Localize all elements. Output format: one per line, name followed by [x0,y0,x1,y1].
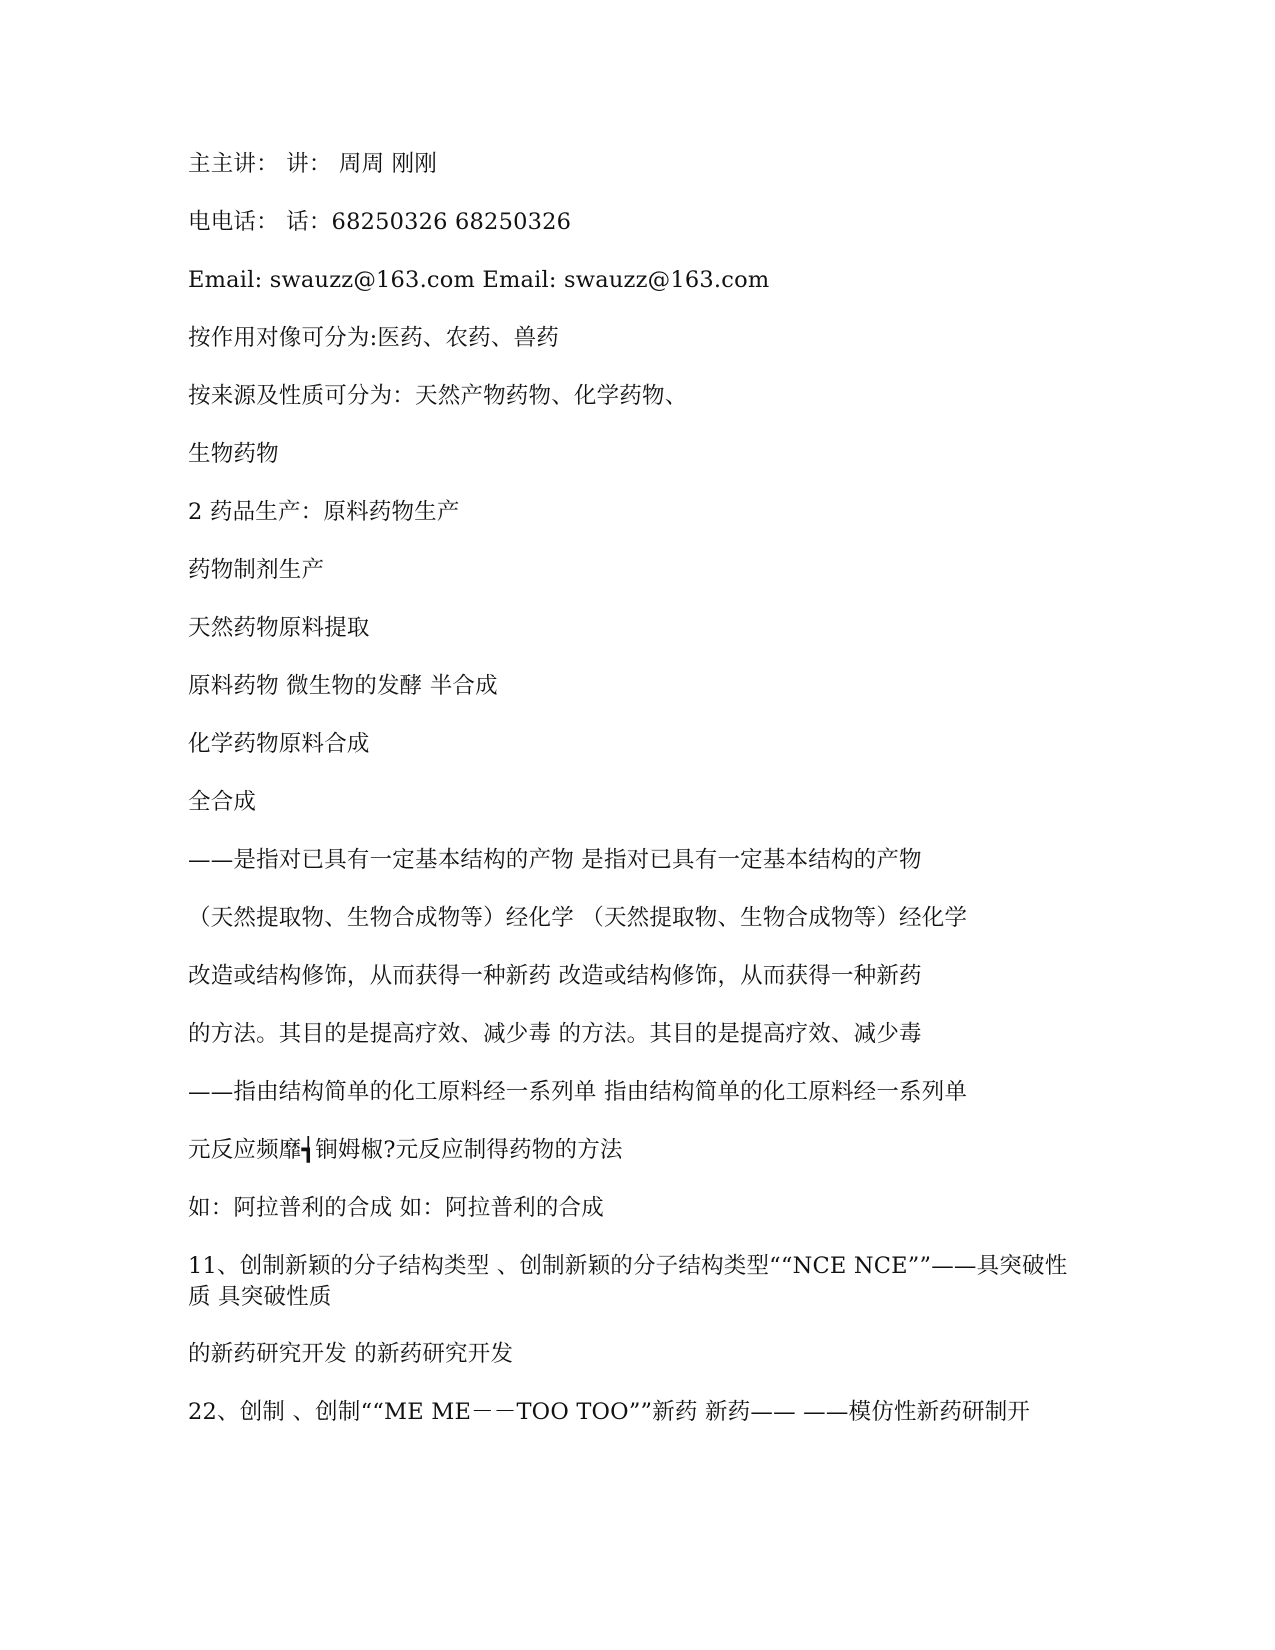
text-line: 药物制剂生产 [188,557,325,583]
text-line-phone: 电电话： 话：68250326 68250326 [188,209,572,235]
text-line: 按作用对像可分为:医药、农药、兽药 [188,325,559,351]
text-line: （天然提取物、生物合成物等）经化学 （天然提取物、生物合成物等）经化学 [188,905,968,931]
text-line-email: Email: swauzz@163.com Email: swauzz@163.com [188,267,770,293]
text-line: 22、创制 、创制““ME ME－－TOO TOO””新药 新药—— ——模仿性新药研制开 [188,1399,1031,1425]
text-line: 如：阿拉普利的合成 如：阿拉普利的合成 [188,1195,604,1221]
text-line: 天然药物原料提取 [188,615,370,641]
text-line: 原料药物 微生物的发酵 半合成 [188,673,498,699]
text-line: 按来源及性质可分为：天然产物药物、化学药物、 [188,383,688,409]
text-line: 的方法。其目的是提高疗效、减少毒 的方法。其目的是提高疗效、减少毒 [188,1021,922,1047]
text-line: ——是指对已具有一定基本结构的产物 是指对已具有一定基本结构的产物 [188,847,922,873]
text-line: 全合成 [188,789,257,815]
text-line: 元反应频靡┪锏姆椒?元反应制得药物的方法 [188,1137,623,1163]
text-line: 生物药物 [188,441,279,467]
text-line: ——指由结构简单的化工原料经一系列单 指由结构简单的化工原料经一系列单 [188,1079,968,1105]
text-line: 的新药研究开发 的新药研究开发 [188,1341,514,1367]
text-line: 改造或结构修饰，从而获得一种新药 改造或结构修饰，从而获得一种新药 [188,963,922,989]
text-line: 化学药物原料合成 [188,731,370,757]
text-line: 2 药品生产：原料药物生产 [188,499,460,525]
text-line-lecturer: 主主讲： 讲： 周周 刚刚 [188,151,438,177]
text-line: 11、创制新颖的分子结构类型 、创制新颖的分子结构类型““NCE NCE””——具突破性质 具突破性质 [188,1253,1068,1310]
